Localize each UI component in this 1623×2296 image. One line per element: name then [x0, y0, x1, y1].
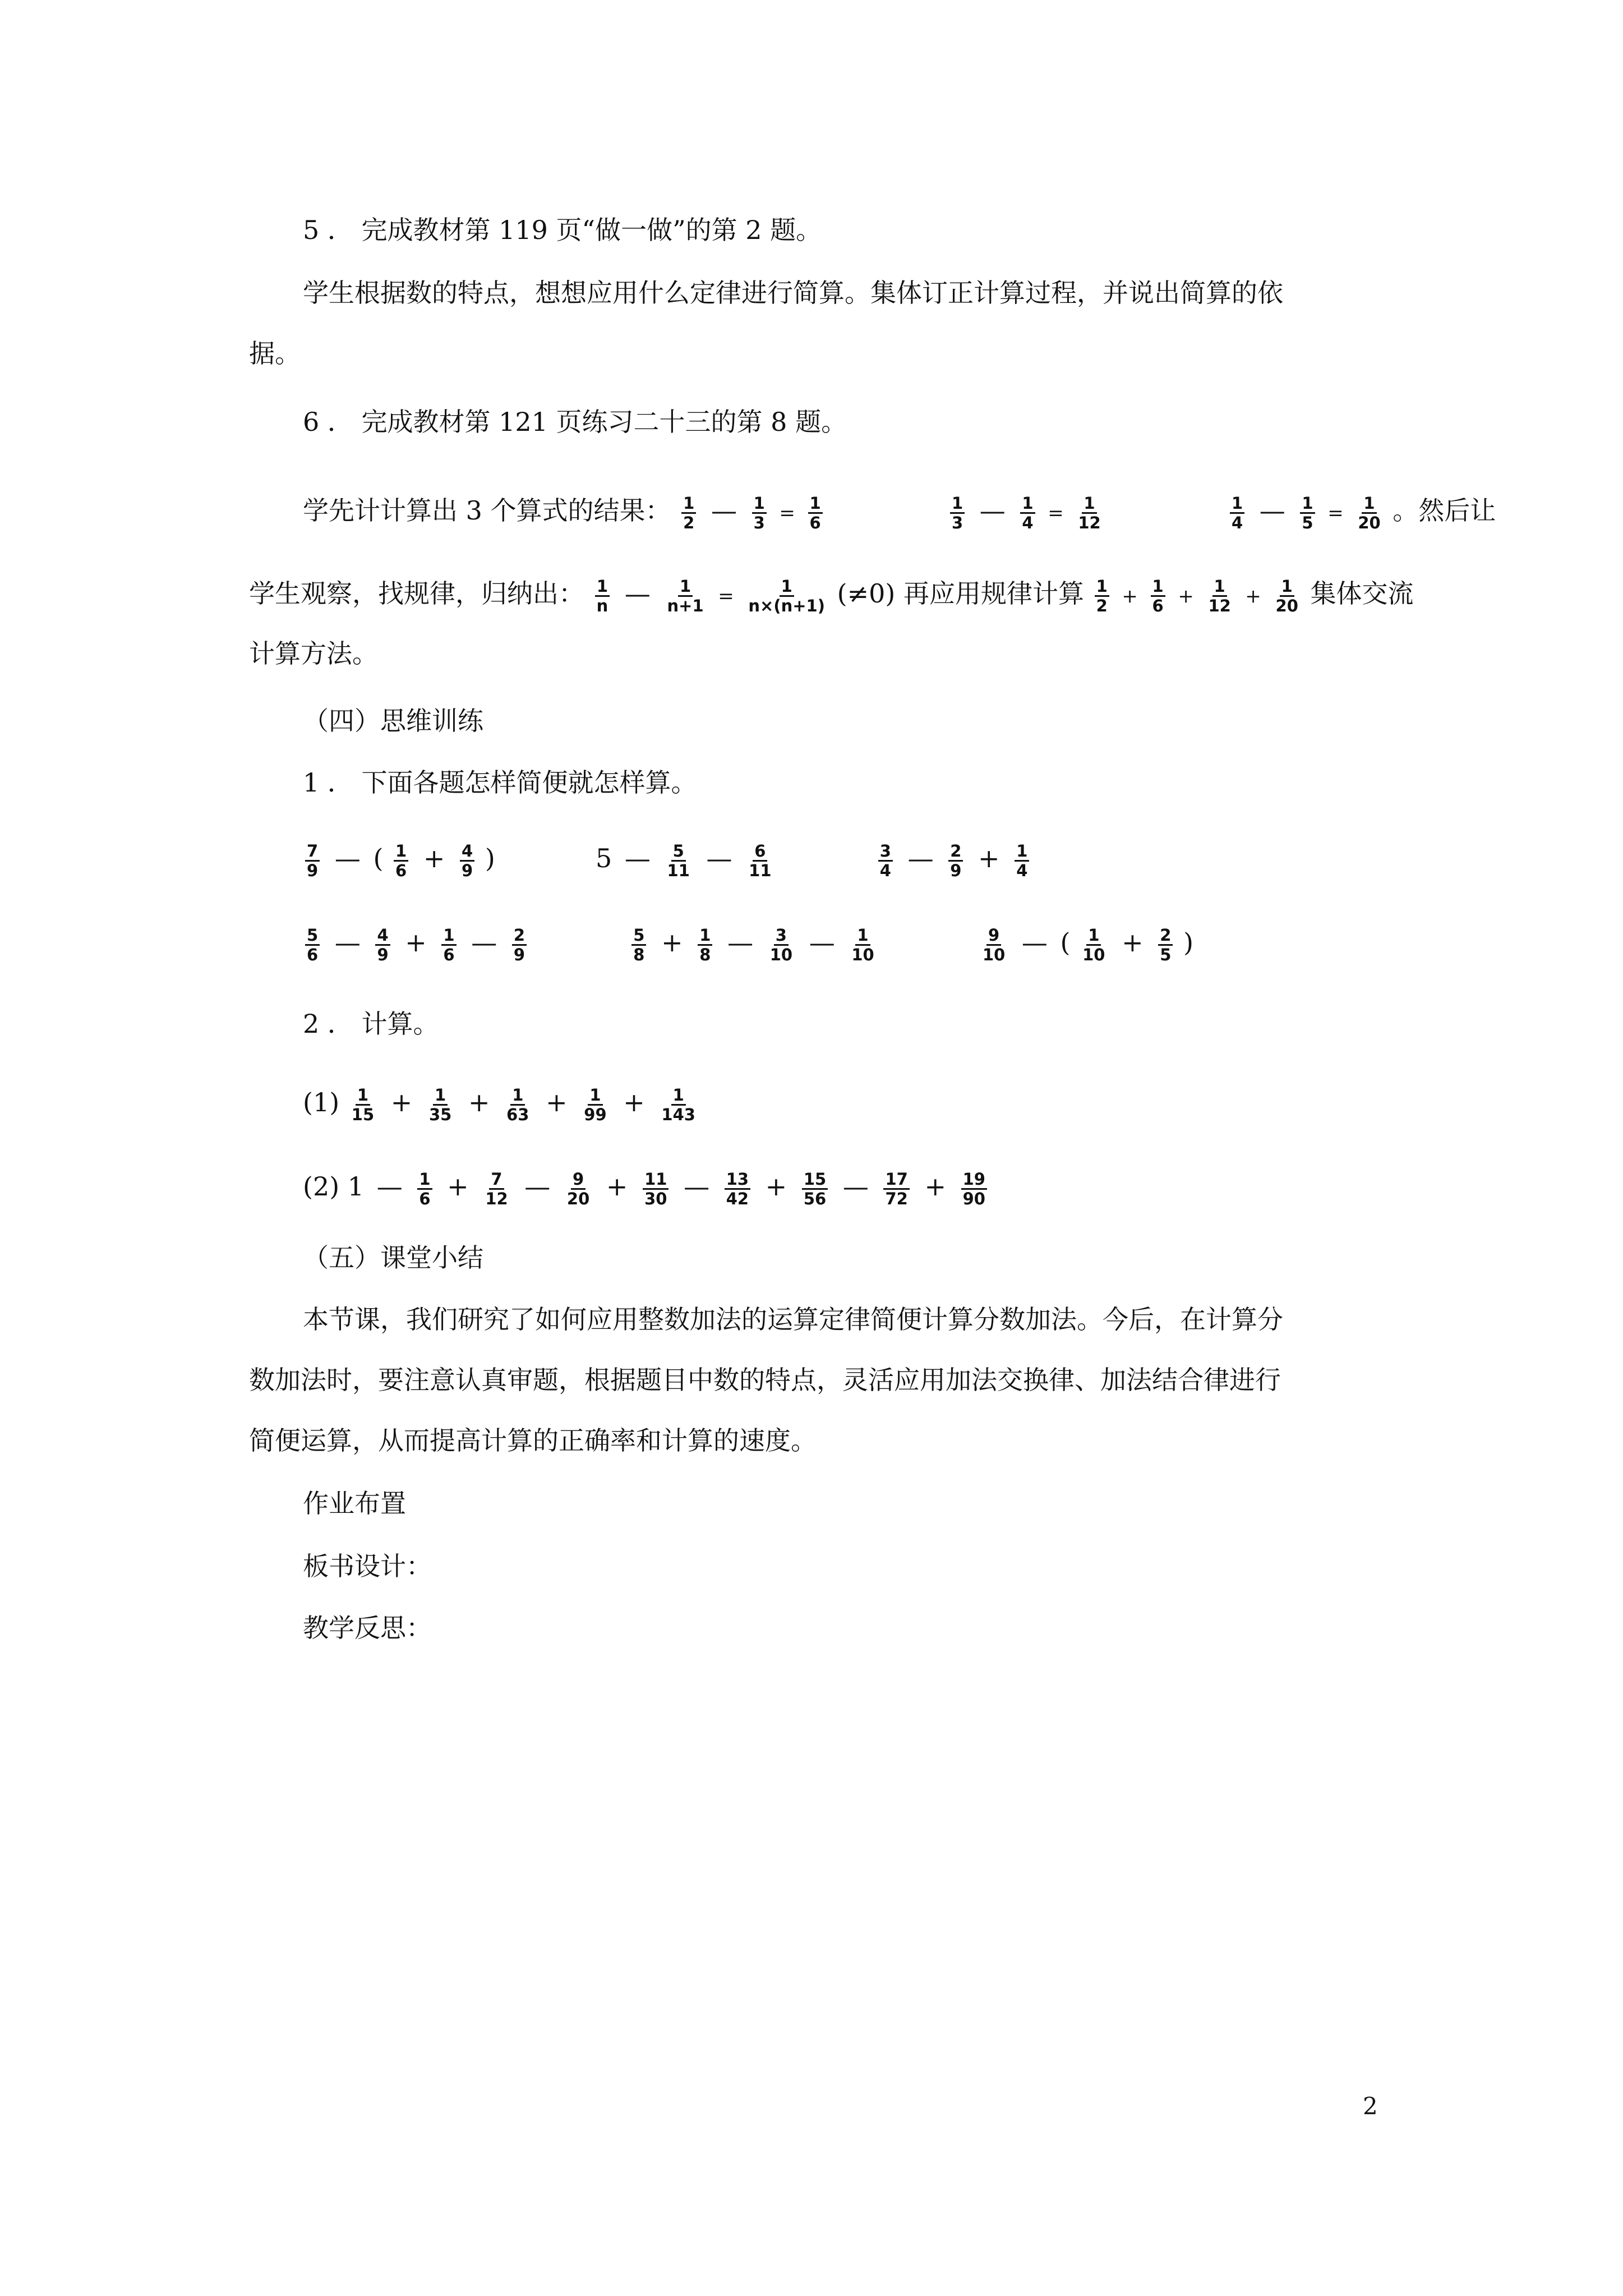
fraction-e4b: [375, 926, 390, 964]
homework-heading: 作业布置: [303, 1488, 406, 1519]
numerator: 1: [441, 926, 456, 946]
denominator: 9: [462, 861, 473, 880]
board-design-heading: 板书设计：: [303, 1551, 432, 1581]
minus-sign: —: [334, 843, 361, 873]
fraction-e2a: [666, 842, 691, 880]
denominator: 20: [1275, 596, 1298, 615]
minus-sign: —: [624, 578, 651, 609]
fraction-a1: [681, 494, 696, 532]
numerator: 19: [961, 1170, 987, 1190]
numerator: 1: [752, 494, 767, 514]
numerator: 2: [512, 926, 527, 946]
plus-sign: +: [1245, 585, 1261, 608]
numerator: 9: [986, 926, 1001, 946]
fraction-e6c: [1158, 926, 1173, 964]
summary-line-1: 本节课，我们研究了如何应用整数加法的运算定律简便计算分数加法。今后，在计算分: [303, 1304, 1283, 1335]
denominator: 42: [726, 1189, 749, 1208]
denominator: 6: [395, 861, 407, 880]
numerator: 1: [1020, 494, 1035, 514]
numerator: 1: [588, 1086, 602, 1106]
plus-sign: +: [423, 843, 445, 873]
denominator: 90: [962, 1189, 985, 1208]
section-4-heading: （四）思维训练: [303, 706, 483, 736]
fraction-e6b: [1081, 926, 1106, 964]
denominator: 20: [1358, 513, 1381, 532]
item-5-desc-line1: 学生根据数的特点，想想应用什么定律进行简算。集体订正计算过程，并说出简算的依: [303, 278, 1283, 308]
denominator: 15: [351, 1105, 375, 1124]
fraction-a2: [752, 494, 767, 532]
denominator: 5: [1302, 513, 1313, 532]
fraction-e3a: [878, 842, 893, 880]
plus-sign: +: [924, 1171, 946, 1202]
denominator: n+1: [667, 596, 704, 615]
minus-sign: —: [334, 927, 361, 958]
fraction-g3: [746, 577, 827, 615]
denominator: 4: [1231, 513, 1243, 532]
minus-sign: —: [706, 843, 732, 873]
minus-sign: —: [711, 495, 737, 526]
summary-line-3: 简便运算，从而提高计算的正确率和计算的速度。: [249, 1425, 817, 1456]
minus-sign: —: [1021, 927, 1048, 958]
numerator: 1: [681, 494, 696, 514]
numerator: 6: [753, 842, 767, 862]
minus-sign: —: [907, 843, 934, 873]
page-number: 2: [1363, 2092, 1378, 2120]
numerator: 7: [489, 1170, 504, 1190]
denominator: 30: [644, 1189, 667, 1208]
numerator: 1: [1362, 494, 1376, 514]
denominator: n×(n+1): [748, 596, 825, 615]
section-4-q1: 1 ． 下面各题怎样简便就怎样算。: [303, 767, 697, 798]
fraction-e3b: [948, 842, 963, 880]
numerator: 1: [1230, 494, 1244, 514]
numerator: 1: [510, 1086, 525, 1106]
numerator: 1: [808, 494, 823, 514]
denominator: 6: [1152, 596, 1164, 615]
fraction-e3c: [1015, 842, 1029, 880]
plus-sign: +: [623, 1087, 645, 1117]
fraction-e4c: [441, 926, 456, 964]
numerator: 9: [571, 1170, 585, 1190]
fraction-q5: [725, 1170, 750, 1208]
denominator: 3: [753, 513, 765, 532]
denominator: 10: [1082, 945, 1105, 964]
denominator: 56: [803, 1189, 827, 1208]
exercise-row-2: [303, 926, 1193, 964]
minus-sign: —: [1259, 495, 1285, 526]
denominator: 72: [885, 1189, 908, 1208]
numerator: 15: [802, 1170, 828, 1190]
plus-sign: +: [978, 843, 1000, 873]
item-6-results-prefix: 学先计计算出 3 个算式的结果：: [303, 495, 671, 526]
item-6-rule-suffix: 集体交流: [1310, 578, 1414, 609]
denominator: 2: [1096, 596, 1108, 615]
fraction-q8: [961, 1170, 987, 1208]
numerator: 1: [950, 494, 965, 514]
right-paren: ): [1183, 927, 1194, 958]
plus-sign: +: [1122, 927, 1144, 958]
denominator: 4: [1022, 513, 1034, 532]
numerator: 1: [1095, 577, 1109, 597]
numerator: 1: [780, 577, 794, 597]
fraction-q3: [565, 1170, 591, 1208]
denominator: 6: [443, 945, 455, 964]
fraction-e1a: [305, 842, 320, 880]
fraction-b3: [1076, 494, 1102, 532]
fraction-q7: [883, 1170, 909, 1208]
numerator: 11: [643, 1170, 668, 1190]
denominator: 63: [506, 1105, 529, 1124]
minus-sign: —: [979, 495, 1006, 526]
numerator: 1: [356, 1086, 370, 1106]
minus-sign: —: [624, 843, 651, 873]
calc-label-2: (2): [303, 1171, 340, 1202]
calc-label-1: (1): [303, 1087, 340, 1117]
denominator: 9: [307, 861, 319, 880]
plus-sign: +: [405, 927, 427, 958]
fraction-p1: [350, 1086, 376, 1124]
plus-sign: +: [1178, 585, 1194, 608]
fraction-e4a: [305, 926, 320, 964]
fraction-s3: [1206, 577, 1232, 615]
reflection-heading: 教学反思：: [303, 1613, 432, 1643]
item-6-line3: 计算方法。: [249, 638, 378, 669]
numerator: 2: [948, 842, 963, 862]
numerator: 1: [1300, 494, 1315, 514]
fraction-e2b: [747, 842, 773, 880]
plus-sign: +: [390, 1087, 413, 1117]
fraction-s2: [1151, 577, 1165, 615]
denominator: 2: [683, 513, 695, 532]
denominator: 35: [428, 1105, 452, 1124]
item-5-desc-line2: 据。: [249, 338, 301, 369]
fraction-e1b: [394, 842, 408, 880]
denominator: 9: [513, 945, 525, 964]
denominator: 99: [584, 1105, 607, 1124]
denominator: 9: [377, 945, 389, 964]
numerator: 1: [595, 577, 610, 597]
denominator: 20: [566, 1189, 590, 1208]
numerator: 4: [460, 842, 474, 862]
plus-sign: +: [661, 927, 683, 958]
minus-sign: —: [524, 1171, 551, 1202]
numerator: 1: [1015, 842, 1029, 862]
item-6-rule-prefix: 学生观察，找规律，归纳出：: [249, 578, 584, 609]
plus-sign: +: [546, 1087, 568, 1117]
integer-one: 1: [347, 1171, 365, 1202]
fraction-p4: [582, 1086, 608, 1124]
plus-sign: +: [1122, 585, 1138, 608]
left-paren: (: [1060, 927, 1071, 958]
fraction-p2: [427, 1086, 453, 1124]
fraction-e1c: [460, 842, 474, 880]
fraction-q6: [802, 1170, 828, 1208]
denominator: 4: [1016, 861, 1028, 880]
plus-sign: +: [606, 1171, 628, 1202]
denominator: 10: [982, 945, 1006, 964]
item-5-text: 5 ． 完成教材第 119 页“做一做”的第 2 题。: [303, 215, 822, 245]
numerator: 1: [1086, 926, 1101, 946]
numerator: 3: [774, 926, 789, 946]
denominator: 12: [485, 1189, 508, 1208]
numerator: 5: [305, 926, 320, 946]
numerator: 1: [1151, 577, 1165, 597]
denominator: 5: [1160, 945, 1172, 964]
section-4-q2: 2 ． 计算。: [303, 1009, 439, 1039]
item-6-results-suffix: 。然后让: [1393, 495, 1496, 526]
integer-five: 5: [596, 843, 612, 873]
left-paren: (: [373, 843, 384, 873]
calc-row-1: [303, 1085, 699, 1124]
plus-sign: +: [447, 1171, 469, 1202]
fraction-e4d: [512, 926, 527, 964]
numerator: 4: [375, 926, 390, 946]
denominator: 10: [769, 945, 793, 964]
denominator: 8: [699, 945, 711, 964]
fraction-g1: [595, 577, 610, 615]
fraction-p3: [505, 1086, 531, 1124]
item-6-rule-mid: 再应用规律计算: [903, 578, 1084, 609]
denominator: 12: [1208, 596, 1231, 615]
denominator: 10: [851, 945, 874, 964]
condition: (≠0): [837, 578, 896, 609]
numerator: 5: [671, 842, 686, 862]
numerator: 1: [678, 577, 693, 597]
fraction-b2: [1020, 494, 1035, 532]
denominator: 11: [667, 861, 690, 880]
right-paren: ): [485, 843, 495, 873]
denominator: 12: [1078, 513, 1101, 532]
calc-row-2: [303, 1170, 989, 1208]
numerator: 1: [433, 1086, 448, 1106]
fraction-e6a: [981, 926, 1007, 964]
summary-line-2: 数加法时，要注意认真审题，根据题目中数的特点，灵活应用加法交换律、加法结合律进行: [249, 1365, 1281, 1395]
item-6-text: 6 ． 完成教材第 121 页练习二十三的第 8 题。: [303, 407, 847, 437]
equals-sign: =: [718, 585, 734, 608]
fraction-c3: [1356, 494, 1382, 532]
denominator: n: [596, 596, 608, 615]
item-6-rule-line: [249, 577, 1414, 615]
minus-sign: —: [809, 927, 835, 958]
minus-sign: —: [376, 1171, 403, 1202]
plus-sign: +: [468, 1087, 490, 1117]
fraction-s4: [1274, 577, 1300, 615]
fraction-a3: [808, 494, 823, 532]
denominator: 6: [307, 945, 319, 964]
fraction-e5d: [850, 926, 875, 964]
plus-sign: +: [765, 1171, 787, 1202]
fraction-q4: [643, 1170, 668, 1208]
fraction-q1: [417, 1170, 432, 1208]
denominator: 9: [950, 861, 962, 880]
numerator: 7: [305, 842, 320, 862]
equals-sign: =: [1327, 502, 1344, 524]
fraction-p5: [660, 1086, 697, 1124]
numerator: 13: [725, 1170, 750, 1190]
item-6-results-line: [303, 494, 1496, 532]
fraction-c2: [1300, 494, 1315, 532]
numerator: 1: [671, 1086, 686, 1106]
numerator: 1: [1082, 494, 1096, 514]
equals-sign: =: [779, 502, 795, 524]
denominator: 6: [809, 513, 821, 532]
denominator: 143: [661, 1105, 695, 1124]
numerator: 1: [394, 842, 408, 862]
minus-sign: —: [684, 1171, 710, 1202]
minus-sign: —: [471, 927, 497, 958]
numerator: 1: [698, 926, 712, 946]
exercise-row-1: [303, 841, 1031, 880]
numerator: 17: [883, 1170, 909, 1190]
fraction-b1: [950, 494, 965, 532]
section-5-heading: （五）课堂小结: [303, 1243, 483, 1273]
fraction-g2: [666, 577, 706, 615]
fraction-e5c: [768, 926, 794, 964]
fraction-s1: [1095, 577, 1109, 615]
denominator: 8: [633, 945, 645, 964]
denominator: 4: [879, 861, 891, 880]
fraction-e5a: [631, 926, 646, 964]
denominator: 11: [749, 861, 772, 880]
numerator: 1: [417, 1170, 432, 1190]
numerator: 2: [1158, 926, 1173, 946]
denominator: 6: [419, 1189, 431, 1208]
numerator: 1: [1280, 577, 1294, 597]
minus-sign: —: [727, 927, 754, 958]
fraction-c1: [1230, 494, 1244, 532]
numerator: 1: [1212, 577, 1227, 597]
minus-sign: —: [842, 1171, 869, 1202]
fraction-q2: [483, 1170, 509, 1208]
denominator: 3: [951, 513, 963, 532]
equals-sign: =: [1048, 502, 1064, 524]
numerator: 3: [878, 842, 893, 862]
numerator: 1: [855, 926, 870, 946]
fraction-e5b: [698, 926, 712, 964]
numerator: 5: [631, 926, 646, 946]
